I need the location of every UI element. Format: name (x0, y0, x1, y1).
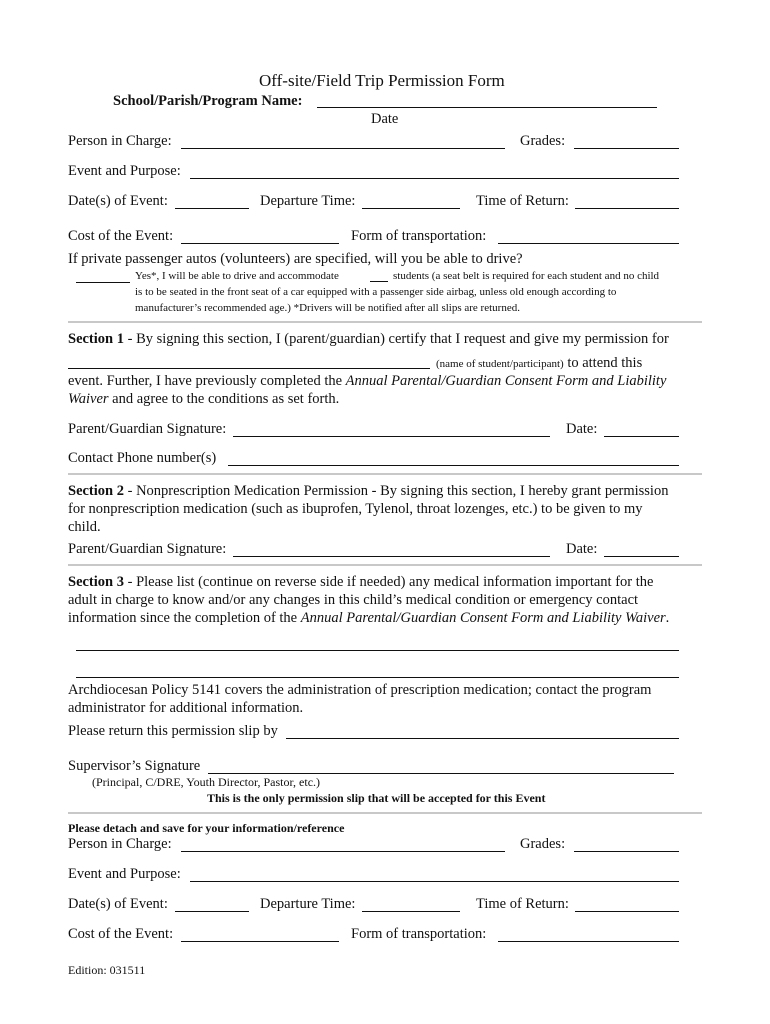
student-name-field[interactable] (68, 368, 430, 369)
event-purpose-field[interactable] (190, 178, 679, 179)
detach-transport-label: Form of transportation: (351, 926, 487, 942)
section1-signature-field[interactable] (233, 436, 550, 437)
policy-line-1: Archdiocesan Policy 5141 covers the administration of prescription medication; contact the program (68, 682, 652, 698)
yes-line-2: is to be seated in the front seat of a car equipped with a passenger side airbag, unless old enough according to (135, 286, 617, 298)
section1-line2 (436, 355, 642, 372)
section1-line4-italic: Waiver (68, 391, 109, 407)
section1-line3-text: event. Further, I have previously completed the (68, 373, 346, 389)
detach-cost-label: Cost of the Event: (68, 926, 174, 942)
detach-transport-field[interactable] (498, 941, 679, 942)
dates-of-event-field[interactable] (175, 208, 249, 209)
section1-line3 (68, 373, 666, 390)
section3-line3 (68, 610, 669, 627)
detach-note: Please detach and save for your information/reference (68, 821, 345, 835)
divider (68, 321, 702, 323)
yes-line-1b: students (a seat belt is required for each student and no child (393, 270, 660, 282)
policy-line-2: administrator for additional information. (68, 700, 304, 716)
section2-signature-field[interactable] (233, 556, 550, 557)
section1-date-label: Date: (566, 421, 598, 437)
divider (68, 564, 702, 566)
detach-time-of-return-label: Time of Return: (476, 896, 569, 912)
section1-line3-italic: Annual Parental/Guardian Consent Form and Liability (345, 373, 667, 389)
time-of-return-field[interactable] (575, 208, 679, 209)
cost-field[interactable] (181, 243, 339, 244)
section3-heading: Section 3 (68, 574, 124, 590)
person-in-charge-label: Person in Charge: (68, 133, 172, 149)
section2-text: - Nonprescription Medication Permission - By signing this section, I hereby grant permission (123, 483, 669, 499)
section2-date-field[interactable] (604, 556, 679, 557)
section1-date-field[interactable] (604, 436, 679, 437)
divider (68, 812, 702, 814)
detach-dates-of-event-label: Date(s) of Event: (68, 896, 168, 912)
section1-line4 (68, 391, 339, 408)
date-caption: Date (371, 111, 399, 127)
section2-heading: Section 2 (68, 483, 124, 499)
detach-departure-time-label: Departure Time: (260, 896, 356, 912)
yes-line-1a: Yes*, I will be able to drive and accommodate (135, 270, 339, 282)
person-in-charge-field[interactable] (181, 148, 505, 149)
attend-text: to attend this (563, 355, 643, 371)
program-name-label: School/Parish/Program Name: (113, 93, 303, 109)
edition-label: Edition: 031511 (68, 963, 146, 977)
name-note: (name of student/participant) (436, 358, 564, 370)
drive-yes-check-line[interactable] (76, 282, 130, 283)
detach-cost-field[interactable] (181, 941, 339, 942)
detach-dates-of-event-field[interactable] (175, 911, 249, 912)
supervisor-note: (Principal, C/DRE, Youth Director, Pastor, etc.) (92, 775, 321, 789)
time-of-return-label: Time of Return: (476, 193, 569, 209)
form-title: Off-site/Field Trip Permission Form (259, 71, 505, 90)
program-name-field[interactable] (317, 107, 657, 108)
phone-field[interactable] (228, 465, 679, 466)
drive-question: If private passenger autos (volunteers) are specified, will you be able to drive? (68, 251, 523, 267)
divider (68, 473, 702, 475)
only-slip-note: This is the only permission slip that will be accepted for this Event (207, 791, 546, 805)
section2-line3: child. (68, 519, 101, 535)
section1-signature-label: Parent/Guardian Signature: (68, 421, 227, 437)
section3-line3-italic: Annual Parental/Guardian Consent Form and Liability Waiver (300, 610, 666, 626)
section1-text: - By signing this section, I (parent/guardian) certify that I request and give my permission for (123, 331, 669, 347)
phone-label: Contact Phone number(s) (68, 450, 217, 466)
section2-line2: for nonprescription medication (such as ibuprofen, Tylenol, throat lozenges, etc.) to be given to my (68, 501, 643, 517)
detach-person-in-charge-label: Person in Charge: (68, 836, 172, 852)
detach-grades-label: Grades: (520, 836, 566, 852)
section1-line4-text: and agree to the conditions as set forth. (108, 391, 340, 407)
transport-field[interactable] (498, 243, 679, 244)
grades-label: Grades: (520, 133, 566, 149)
detach-grades-field[interactable] (574, 851, 679, 852)
dates-of-event-label: Date(s) of Event: (68, 193, 168, 209)
return-label: Please return this permission slip by (68, 723, 278, 739)
section3-line3-text: information since the completion of the (68, 610, 301, 626)
section2-signature-label: Parent/Guardian Signature: (68, 541, 227, 557)
yes-line-3: manufacturer’s recommended age.) *Drivers will be notified after all slips are returned. (135, 302, 520, 314)
supervisor-signature-field[interactable] (208, 773, 674, 774)
cost-label: Cost of the Event: (68, 228, 174, 244)
section1-heading: Section 1 (68, 331, 124, 347)
detach-departure-time-field[interactable] (362, 911, 460, 912)
event-purpose-label: Event and Purpose: (68, 163, 181, 179)
departure-time-field[interactable] (362, 208, 460, 209)
detach-event-purpose-field[interactable] (190, 881, 679, 882)
medical-info-line-2[interactable] (76, 677, 679, 678)
section3-line1 (68, 574, 653, 591)
transport-label: Form of transportation: (351, 228, 487, 244)
section3-line3-end: . (665, 610, 670, 626)
supervisor-label: Supervisor’s Signature (68, 758, 201, 774)
detach-event-purpose-label: Event and Purpose: (68, 866, 181, 882)
section2-date-label: Date: (566, 541, 598, 557)
student-count-field[interactable] (370, 281, 388, 282)
section2-line1 (68, 483, 668, 500)
departure-time-label: Departure Time: (260, 193, 356, 209)
grades-field[interactable] (574, 148, 679, 149)
medical-info-line-1[interactable] (76, 650, 679, 651)
section3-line2: adult in charge to know and/or any changes in this child’s medical condition or emergency contact (68, 592, 639, 608)
section1-line1 (68, 331, 669, 348)
return-date-field[interactable] (286, 738, 679, 739)
detach-time-of-return-field[interactable] (575, 911, 679, 912)
detach-person-in-charge-field[interactable] (181, 851, 505, 852)
section3-text: - Please list (continue on reverse side if needed) any medical information important for the (123, 574, 654, 590)
